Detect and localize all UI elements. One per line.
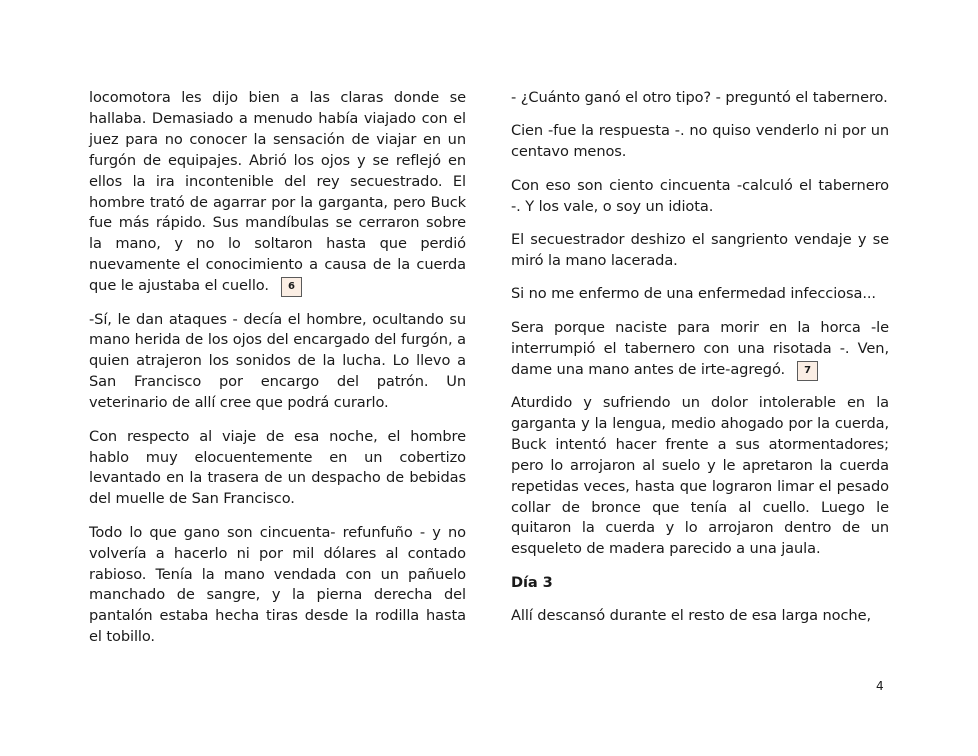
section-heading: Día 3 [511,573,553,591]
paragraph: Aturdido y sufriendo un dolor intolerable en la garganta y la lengua, medio ahogado por la cuerda, Buck intentó hacer frente a sus atormentadores; pero lo arrojaron al suelo y le apretaron la cuerda repetidas veces, hasta que lograron limar el pesado collar de bronce que tenía al cuello. Luego le quitaron la cuerda y lo arrojaron dentro de un esqueleto de madera parecido a una jaula. [511,393,889,558]
paragraph: Con respecto al viaje de esa noche, el hombre hablo muy elocuentemente en un cobertizo levantado en la trasera de un despacho de bebidas del muelle de San Francisco. [89,427,466,508]
footnote-marker-6: 6 [281,277,302,297]
paragraph: -Sí, le dan ataques - decía el hombre, ocultando su mano herida de los ojos del encargado del furgón, a quien atrajeron los sonidos de la lucha. Lo llevo a San Francisco por encargo del patrón. Un veterinario de allí cree que podrá curarlo. [89,310,466,412]
left-column [89,88,466,661]
right-column [511,88,889,640]
page-number: 4 [876,679,884,693]
paragraph: Todo lo que gano son cincuenta- refunfuño - y no volvería a hacerlo ni por mil dólares al contado rabioso. Tenía la mano vendada con un pañuelo manchado de sangre, y la pierna derecha del pantalón estaba hecha tiras desde la rodilla hasta el tobillo. [89,523,466,646]
footnote-marker-7: 7 [797,361,818,381]
paragraph: Si no me enfermo de una enfermedad infecciosa... [511,285,876,303]
paragraph: Cien -fue la respuesta -. no quiso venderlo ni por un centavo menos. [511,122,889,161]
paragraph [89,88,466,297]
paragraph: - ¿Cuánto ganó el otro tipo? - preguntó el tabernero. [511,89,888,106]
paragraph [511,318,889,381]
paragraph: El secuestrador deshizo el sangriento vendaje y se miró la mano lacerada. [511,231,889,269]
paragraph-text: locomotora les dijo bien a las claras donde se hallaba. Demasiado a menudo había viajado con el juez para no conocer la sensación de viajar en un furgón de equipajes. Abrió los ojos y se reflejó en ellos la ira incontenible del rey secuestrado. El hombre trató de agarrar por la garganta, pero Buck fue más rápido. Sus mandíbulas se cerraron sobre la mano, y no lo soltaron hasta que perdió nuevamente el conocimiento a causa de la cuerda que le ajustaba el cuello. [89,89,466,295]
paragraph-text: Sera porque naciste para morir en la horca -le interrumpió el tabernero con una risotada -. Ven, dame una mano antes de irte-agregó. [511,318,889,378]
paragraph: Con eso son ciento cincuenta -calculó el tabernero -. Y los vale, o soy un idiota. [511,176,889,215]
paragraph: Allí descansó durante el resto de esa larga noche, [511,607,871,625]
